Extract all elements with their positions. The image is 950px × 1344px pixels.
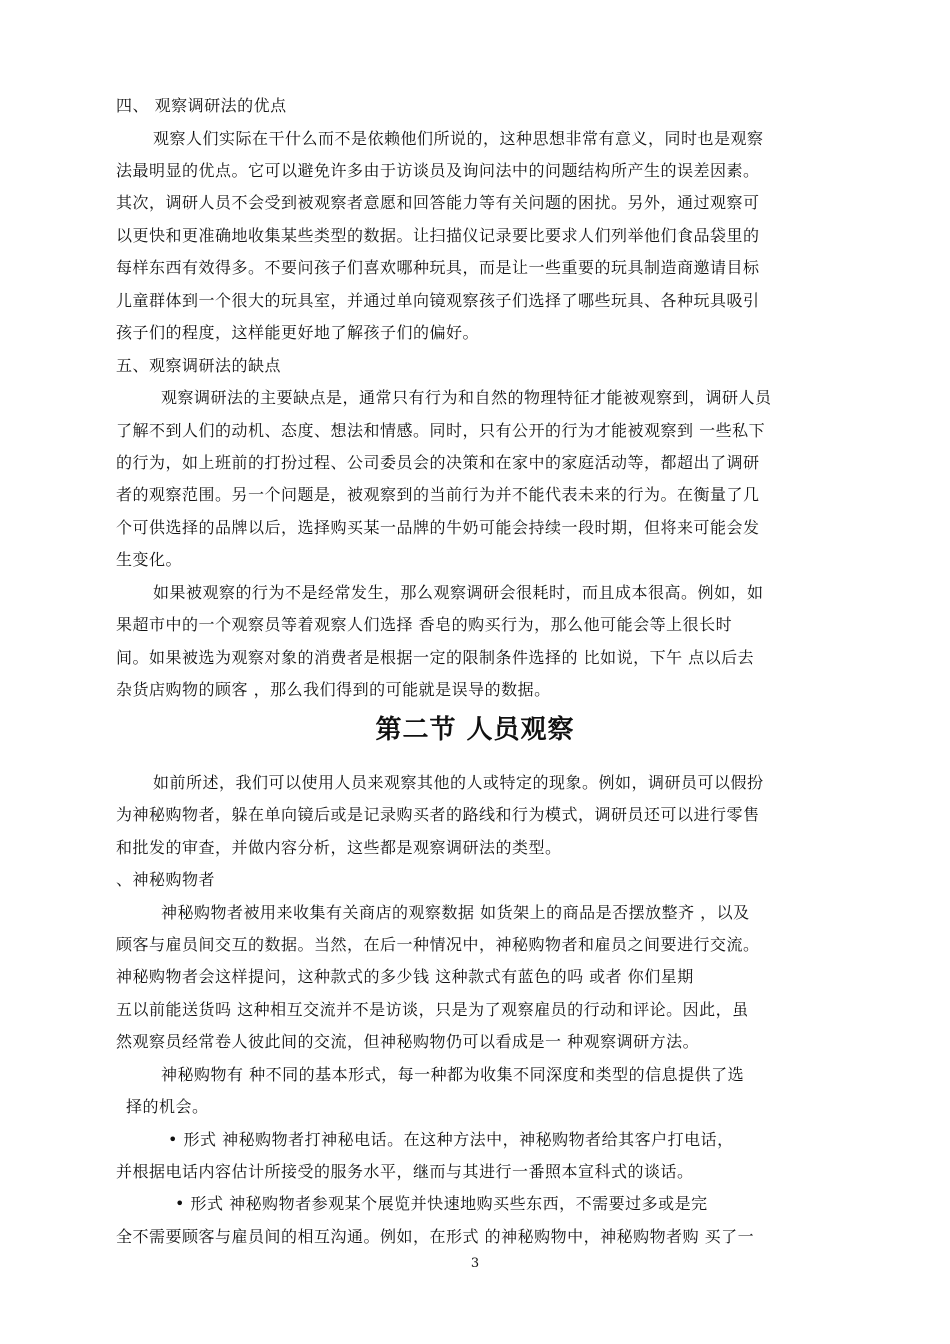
text-line: 神秘购物者会这样提问，这种款式的多少钱 这种款式有蓝色的吗 或者 你们星期 [116,967,694,986]
heading-mystery-shopper: 、神秘购物者 [116,870,216,889]
text-line: 的行为，如上班前的打扮过程、公司委员会的决策和在家中的家庭活动等，都超出了调研 [116,453,760,472]
text-line: 神秘购物者被用来收集有关商店的观察数据 如货架上的商品是否摆放整齐 ，以及 [161,903,750,922]
text-line: 顾客与雇员间交互的数据。当然，在后一种情况中，神秘购物者和雇员之间要进行交流。 [116,935,760,954]
text-line: 和批发的审查，并做内容分析，这些都是观察调研法的类型。 [116,838,562,857]
text-line: 以更快和更准确地收集某些类型的数据。让扫描仪记录要比要求人们列举他们食品袋里的 [116,226,760,245]
text-line: 全不需要顾客与雇员间的相互沟通。例如，在形式 的神秘购物中，神秘购物者购 买了一 [116,1227,755,1246]
section-title: 第二节 人员观察 [375,715,575,745]
text-line: 如果被观察的行为不是经常发生，那么观察调研会很耗时，而且成本很高。例如，如 [153,583,764,602]
text-line: 如前所述，我们可以使用人员来观察其他的人或特定的现象。例如，调研员可以假扮 [153,773,764,792]
text-line: 法最明显的优点。它可以避免许多由于访谈员及询问法中的问题结构所产生的误差因素。 [116,161,760,180]
text-line: 者的观察范围。另一个问题是，被观察到的当前行为并不能代表未来的行为。在衡量了几 [116,485,760,504]
text-line: 神秘购物有 种不同的基本形式，每一种都为收集不同深度和类型的信息提供了选 [161,1065,745,1084]
bullet-line: • 形式 神秘购物者打神秘电话。在这种方法中，神秘购物者给其客户打电话， [168,1130,734,1149]
heading-advantages: 四、 观察调研法的优点 [116,96,287,115]
bullet-line: • 形式 神秘购物者参观某个展览并快速地购买些东西，不需要过多或是完 [175,1194,708,1213]
text-line: 杂货店购物的顾客 ，那么我们得到的可能就是误导的数据。 [116,680,551,699]
text-line: 为神秘购物者，躲在单向镜后或是记录购买者的路线和行为模式，调研员还可以进行零售 [116,805,760,824]
text-line: 观察人们实际在干什么而不是依赖他们所说的，这种思想非常有意义，同时也是观察 [153,129,764,148]
text-line: 并根据电话内容估计所接受的服务水平，继而与其进行一番照本宣科式的谈话。 [116,1162,694,1181]
text-line: 择的机会。 [126,1097,209,1116]
text-line: 生变化。 [116,550,183,569]
text-line: 孩子们的程度，这样能更好地了解孩子们的偏好。 [116,323,480,342]
text-line: 每样东西有效得多。不要问孩子们喜欢哪种玩具，而是让一些重要的玩具制造商邀请目标 [116,258,760,277]
heading-disadvantages: 五、观察调研法的缺点 [116,356,282,375]
text-line: 五以前能送货吗 这种相互交流并不是访谈，只是为了观察雇员的行动和评论。因此，虽 [116,1000,749,1019]
text-line: 儿童群体到一个很大的玩具室，并通过单向镜观察孩子们选择了哪些玩具、各种玩具吸引 [116,291,760,310]
page-number: 3 [470,1256,480,1271]
text-line: 观察调研法的主要缺点是，通常只有行为和自然的物理特征才能被观察到，调研人员 [161,388,772,407]
text-line: 了解不到人们的动机、态度、想法和情感。同时，只有公开的行为才能被观察到 一些私下 [116,421,766,440]
text-line: 个可供选择的品牌以后，选择购买某一品牌的牛奶可能会持续一段时期，但将来可能会发 [116,518,760,537]
text-line: 然观察员经常卷人彼此间的交流，但神秘购物仍可以看成是一 种观察调研方法。 [116,1032,700,1051]
text-line: 间。如果被选为观察对象的消费者是根据一定的限制条件选择的 比如说，下午 点以后去 [116,648,755,667]
text-line: 其次，调研人员不会受到被观察者意愿和回答能力等有关问题的困扰。另外，通过观察可 [116,193,760,212]
text-line: 果超市中的一个观察员等着观察人们选择 香皂的购买行为，那么他可能会等上很长时 [116,615,733,634]
